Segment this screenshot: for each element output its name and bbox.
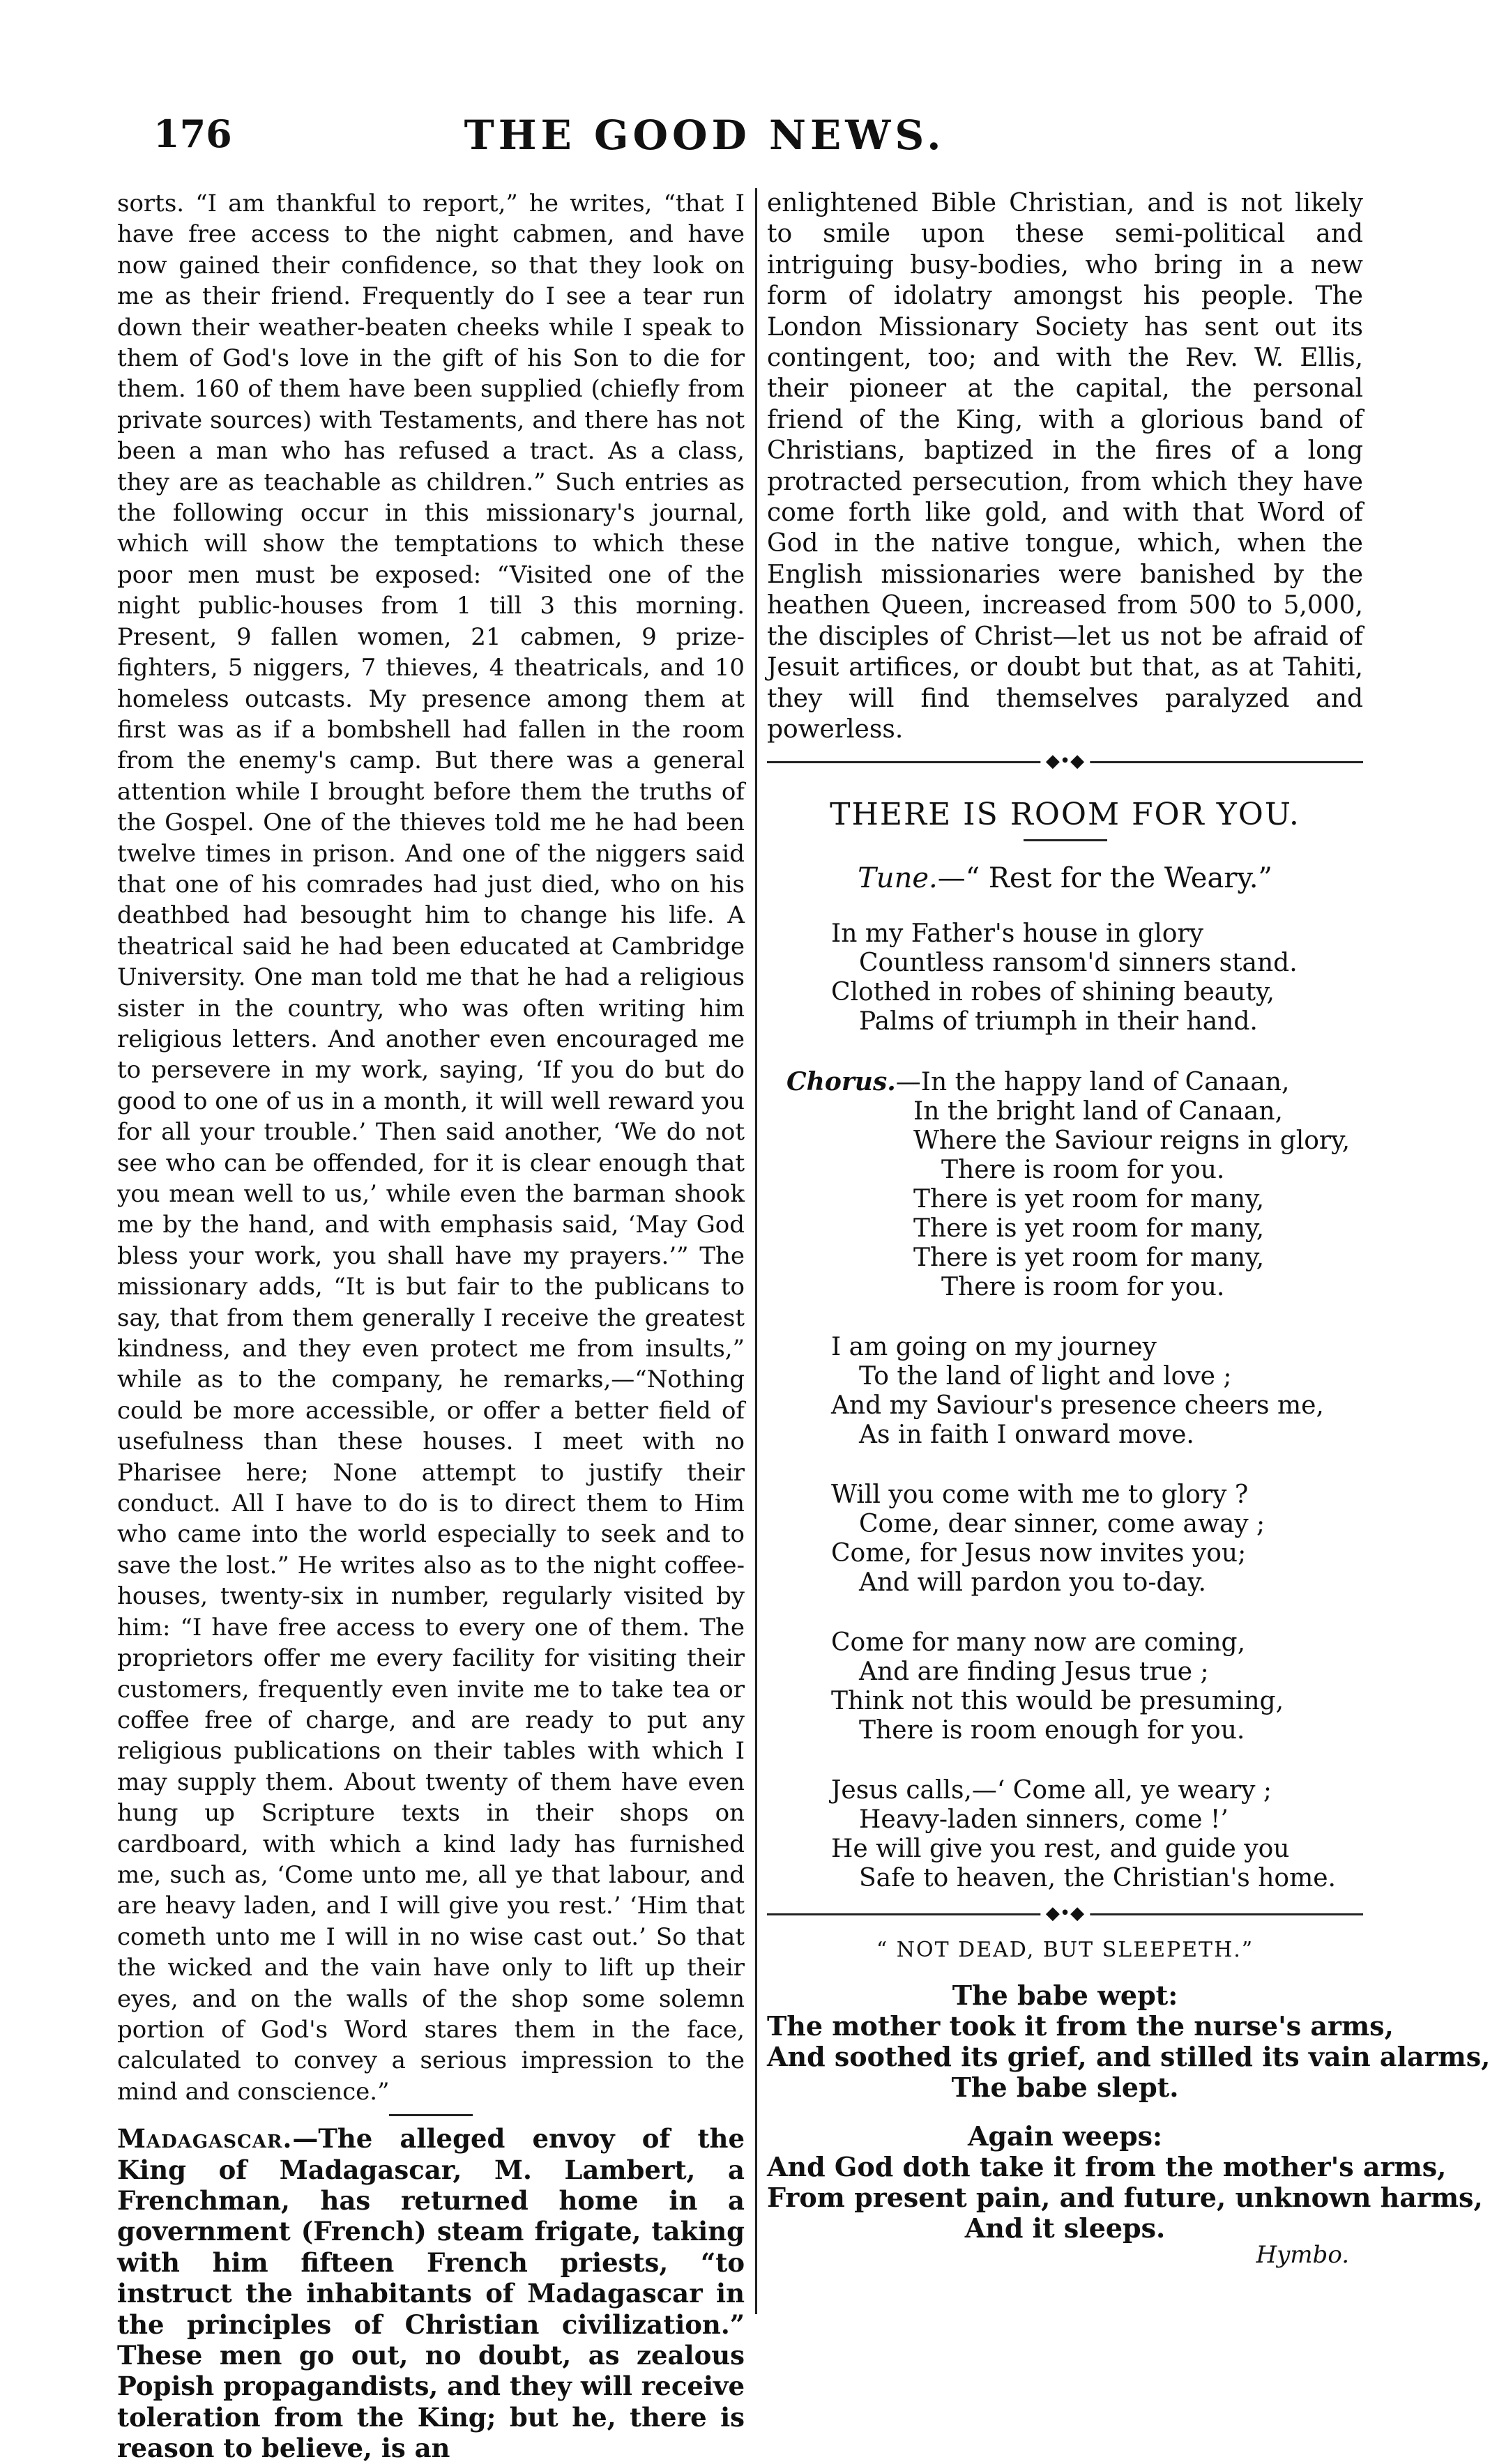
poem-line: The babe slept. [951, 2072, 1179, 2104]
poem-title: “ NOT DEAD, BUT SLEEPETH.” [876, 1938, 1254, 1963]
page-header [105, 105, 1305, 174]
chorus-line: There is yet room for many, [913, 1244, 1265, 1273]
verse-line: There is room enough for you. [859, 1716, 1245, 1745]
hymn-title: THERE IS ROOM FOR YOU. [830, 797, 1300, 833]
chorus-line: There is room for you. [941, 1156, 1225, 1185]
ornament-divider [767, 1903, 1363, 1924]
poem-line: And God doth take it from the mother's arms, [767, 2151, 1447, 2183]
column-divider [755, 188, 757, 2314]
poem-line: From present pain, and future, unknown harms, [767, 2182, 1483, 2214]
chorus-line: There is room for you. [941, 1273, 1225, 1302]
verse-line: Countless ransom'd sinners stand. [859, 949, 1298, 978]
ornament-mark: ◆•◆ [1040, 1904, 1090, 1922]
poem-line: Again weeps: [967, 2120, 1163, 2152]
madagascar-paragraph [117, 2123, 745, 2463]
verse-line: Safe to heaven, the Christian's home. [859, 1864, 1336, 1893]
verse-line: And are finding Jesus true ; [859, 1658, 1209, 1687]
tune-name: —“ Rest for the Weary.” [937, 862, 1272, 895]
verse-line: To the land of light and love ; [859, 1362, 1232, 1391]
chorus-line: There is yet room for many, [913, 1185, 1265, 1214]
madagascar-continuation: enlightened Bible Christian, and is not likely to smile upon these semi-political and intriguing busy-bodies, who bring in a new form of idolatry amongst his people. The London Missionary Society has sent out its contingent, too; and with the Rev. W. Ellis, their pioneer at the capital, the personal friend of the King, with a glorious band of Christians, baptized in the fires of a long protracted persecution, from which they have come forth like gold, and with that Word of God in the native tongue, which, when the English missionaries were banished by the heathen Queen, increased from 500 to 5,000, the disciples of Christ—let us not be afraid of Jesuit artifices, or doubt but that, as at Tahiti, they will find themselves paralyzed and powerless. [767, 189, 1363, 744]
verse-line: Palms of triumph in their hand. [859, 1007, 1258, 1036]
chorus-line: Chorus.—In the happy land of Canaan, [786, 1067, 1290, 1097]
hymn-tune [767, 862, 1363, 894]
madagascar-heading: Madagascar. [117, 2123, 293, 2155]
poem-line: And soothed its grief, and stilled its vain alarms, [767, 2041, 1490, 2073]
section-divider [389, 2114, 473, 2116]
verse-line: Come, dear sinner, come away ; [859, 1510, 1265, 1539]
verse-line: And will pardon you to-day. [859, 1568, 1206, 1598]
verse-line: Come for many now are coming, [831, 1628, 1246, 1658]
verse-line: Heavy-laden sinners, come !’ [859, 1805, 1229, 1835]
hymn-verse-3 [767, 1480, 1363, 1598]
left-column [117, 188, 745, 2464]
hymn-verse-5 [767, 1776, 1363, 1893]
verse-line: He will give you rest, and guide you [831, 1835, 1290, 1864]
poem-line: The babe wept: [952, 1980, 1178, 2012]
hymn-title-rule [1024, 839, 1107, 841]
poem-line: And it sleeps. [964, 2212, 1166, 2244]
ornament-divider [767, 751, 1363, 772]
poem-line: The mother took it from the nurse's arms, [767, 2010, 1394, 2042]
verse-line: As in faith I onward move. [859, 1421, 1194, 1450]
page-number: 176 [153, 112, 232, 156]
chorus-line: In the bright land of Canaan, [913, 1097, 1283, 1126]
hymn-verse-1 [767, 919, 1363, 1036]
verse-line: In my Father's house in glory [831, 919, 1203, 949]
chorus-line: Where the Saviour reigns in glory, [913, 1126, 1351, 1156]
verse-line: Come, for Jesus now invites you; [831, 1539, 1247, 1568]
verse-line: Think not this would be presuming, [831, 1687, 1284, 1716]
hymn-chorus [767, 1067, 1363, 1302]
madagascar-text: —The alleged envoy of the King of Madagascar, M. Lambert, a Frenchman, has returned home in a government (French) steam frigate, taking with him fifteen French priests, “to instruct the inhabitants of Madagascar in the principles of Christian civilization.” These men go out, no doubt, as zealous Popish propagandists, and they will receive toleration from the King; but he, there is reason to believe, is an [117, 2123, 745, 2464]
verse-line: Clothed in robes of shining beauty, [831, 978, 1275, 1007]
journal-title: THE GOOD NEWS. [464, 112, 945, 159]
poem-signature: Hymbo. [1256, 2241, 1349, 2270]
verse-line: And my Saviour's presence cheers me, [831, 1391, 1324, 1421]
verse-line: Will you come with me to glory ? [831, 1480, 1249, 1510]
hymn-verse-4 [767, 1628, 1363, 1745]
ornament-mark: ◆•◆ [1040, 752, 1090, 770]
verse-line: I am going on my journey [831, 1333, 1157, 1362]
verse-line: Jesus calls,—‘ Come all, ye weary ; [831, 1776, 1272, 1805]
hymn-verse-2 [767, 1333, 1363, 1450]
chorus-line: There is yet room for many, [913, 1214, 1265, 1244]
chorus-label: Chorus. [786, 1067, 896, 1097]
right-column [767, 188, 1490, 2270]
tune-label: Tune. [858, 862, 938, 895]
missionary-report-paragraph: sorts. “I am thankful to report,” he writes, “that I have free access to the night cabmen, and have now gained their confidence, so that they look on me as their friend. Frequently do I see a tear run down their weather-beaten cheeks while I speak to them of God's love in the gift of his Son to die for them. 160 of them have been supplied (chiefly from private sources) with Testaments, and there has not been a man who has refused a tract. As a class, they are as teachable as children.” Such entries as the following occur in this missionary's journal, which will show the temptations to which these poor men must be exposed: “Visited one of the night public-houses from 1 till 3 this morning. Present, 9 fallen women, 21 cabmen, 9 prize-fighters, 5 niggers, 7 thieves, 4 theatricals, and 10 homeless outcasts. My presence among them at first was as if a bombshell had fallen in the room from the enemy's camp. But there was a general attention while I brought before them the truths of the Gospel. One of the thieves told me he had been twelve times in prison. And one of the niggers said that one of his comrades had just died, who on his deathbed had besought him to change his life. A theatrical said he had been educated at Cambridge University. One man told me that he had a religious sister in the country, who was often writing him religious letters. And another even encouraged me to persevere in my work, saying, ‘If you do but do good to one of us in a month, it will well reward you for all your trouble.’ Then said another, ‘We do not see who can be offended, for it is clear enough that you mean well to us,’ while even the barman shook me by the hand, and with emphasis said, ‘May God bless your work, you shall have my prayers.’” The missionary adds, “It is but fair to the publicans to say, that from them generally I receive the greatest kindness, and they even protect me from insults,” while as to the company, he remarks,—“Nothing could be more accessible, or offer a better field of usefulness than these houses. I meet with no Pharisee here; None attempt to justify their conduct. All I have to do is to direct them to Him who came into the world especially to seek and to save the lost.” He writes also as to the night coffee-houses, twenty-six in number, regularly visited by him: “I have free access to every one of them. The proprietors offer me every facility for visiting their customers, frequently even invite me to take tea or coffee free of charge, and are ready to put any religious publications on their tables with which I may supply them. About twenty of them have even hung up Scripture texts in their shops on cardboard, with which a kind lady has furnished me, such as, ‘Come unto me, all ye that labour, and are heavy laden, and I will give you rest.’ ‘Him that cometh unto me I will in no wise cast out.’ So that the wicked and the vain have only to lift up their eyes, and on the walls of the shop some solemn portion of God's Word stares them in the face, calculated to convey a serious impression to the mind and conscience.” [117, 190, 745, 2106]
